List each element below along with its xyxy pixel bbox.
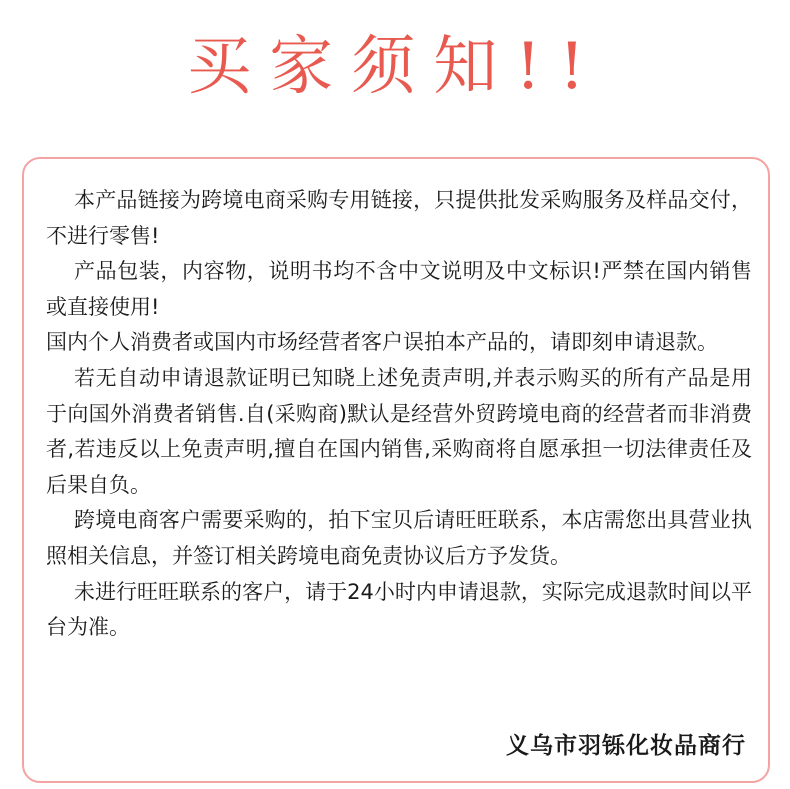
notice-paragraph-refund-domestic: 国内个人消费者或国内市场经营者客户误拍本产品的，请即刻申请退款。 xyxy=(46,330,718,355)
page-title: 买家须知!! xyxy=(187,30,603,104)
notice-paragraph-contact-wangwang: 跨境电商客户需要采购的，拍下宝贝后请旺旺联系，本店需您出具营业执照相关信息，并签订相关跨境电商免责协议后方予发货。 xyxy=(46,508,752,568)
notice-paragraph-wholesale-only: 本产品链接为跨境电商采购专用链接，只提供批发采购服务及样品交付，不进行零售! xyxy=(46,188,752,248)
notice-paragraph-no-chinese-labels: 产品包装，内容物，说明书均不含中文说明及中文标识!严禁在国内销售或直接使用! xyxy=(46,259,752,319)
notice-body xyxy=(46,183,752,646)
notice-paragraph-refund-24h: 未进行旺旺联系的客户，请于24小时内申请退款，实际完成退款时间以平台为准。 xyxy=(46,579,752,640)
notice-paragraph-disclaimer: 若无自动申请退款证明已知晓上述免责声明,并表示购买的所有产品是用于向国外消费者销售.自(采购商)默认是经营外贸跨境电商的经营者而非消费者,若违反以上免责声明,擅自在国内销售,采购商将自愿承担一切法律责任及后果自负。 xyxy=(46,365,752,497)
store-signature: 义乌市羽铄化妆品商行 xyxy=(506,733,746,759)
